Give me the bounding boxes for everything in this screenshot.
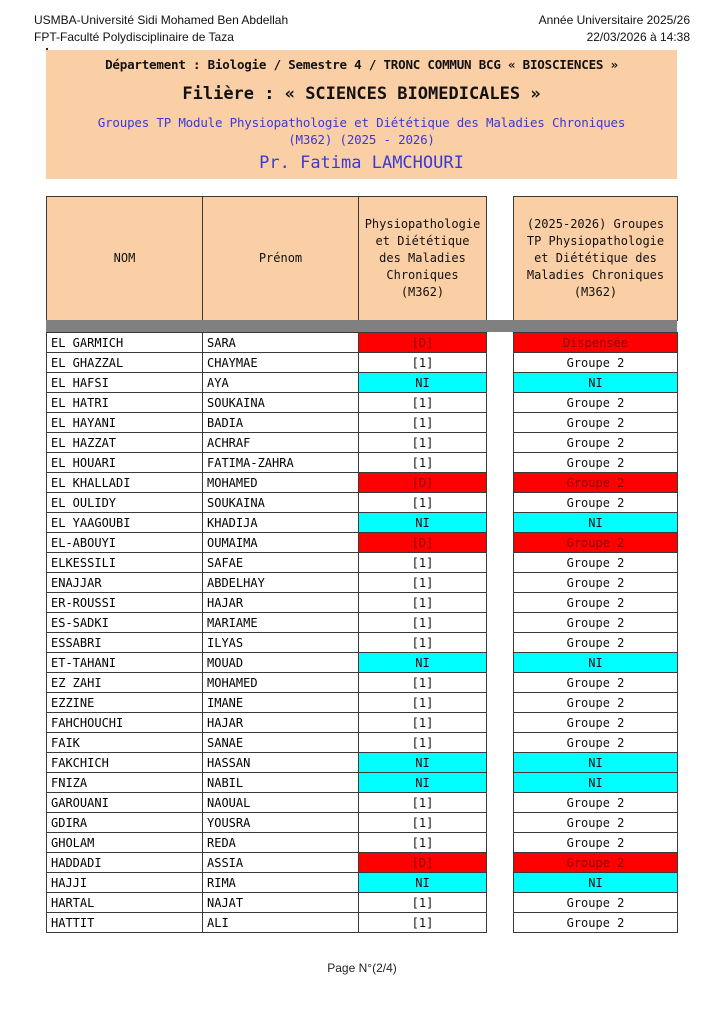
academic-year: Année Universitaire 2025/26 xyxy=(538,13,690,27)
group-row xyxy=(514,593,678,613)
group-row xyxy=(514,553,678,573)
cell-module-status: [1] xyxy=(359,433,487,453)
cell-nom: HADDADI xyxy=(47,853,203,873)
group-row xyxy=(514,853,678,873)
group-row xyxy=(514,333,678,353)
cell-groupe: Groupe 2 xyxy=(514,413,678,433)
cell-prenom: ASSIA xyxy=(203,853,359,873)
group-row xyxy=(514,433,678,453)
group-row xyxy=(514,693,678,713)
cell-module-status: [1] xyxy=(359,493,487,513)
cell-prenom: RIMA xyxy=(203,873,359,893)
table-row xyxy=(47,353,487,373)
cell-module-status: NI xyxy=(359,513,487,533)
cell-groupe: NI xyxy=(514,873,678,893)
date-header xyxy=(539,12,690,46)
table-row xyxy=(47,793,487,813)
cell-module-status: [1] xyxy=(359,813,487,833)
table-row xyxy=(47,813,487,833)
cell-nom: EZZINE xyxy=(47,693,203,713)
table-row xyxy=(47,713,487,733)
table-row xyxy=(47,393,487,413)
cell-groupe: Groupe 2 xyxy=(514,633,678,653)
table-row xyxy=(47,853,487,873)
cell-nom: ESSABRI xyxy=(47,633,203,653)
professor-name: Pr. Fatima LAMCHOURI xyxy=(259,153,464,173)
group-row xyxy=(514,673,678,693)
cell-groupe: NI xyxy=(514,653,678,673)
group-row xyxy=(514,353,678,373)
cell-module-status: [1] xyxy=(359,713,487,733)
filiere-title: Filière : « SCIENCES BIOMEDICALES » xyxy=(182,84,541,104)
group-row xyxy=(514,613,678,633)
cell-groupe: Groupe 2 xyxy=(514,473,678,493)
university-name: USMBA-Université Sidi Mohamed Ben Abdellah xyxy=(34,13,289,27)
cell-prenom: ABDELHAY xyxy=(203,573,359,593)
cell-module-status: [1] xyxy=(359,453,487,473)
group-row xyxy=(514,373,678,393)
cell-prenom: REDA xyxy=(203,833,359,853)
group-row xyxy=(514,473,678,493)
cell-module-status: NI xyxy=(359,753,487,773)
cell-groupe: Groupe 2 xyxy=(514,533,678,553)
table-row xyxy=(47,513,487,533)
cell-groupe: Groupe 2 xyxy=(514,453,678,473)
cell-module-status: [D] xyxy=(359,533,487,553)
table-row xyxy=(47,413,487,433)
cell-groupe: NI xyxy=(514,773,678,793)
group-row xyxy=(514,893,678,913)
module-title-line-1: Groupes TP Module Physiopathologie et Diététique des Maladies Chroniques xyxy=(97,115,626,130)
cell-prenom: NABIL xyxy=(203,773,359,793)
cell-prenom: NAJAT xyxy=(203,893,359,913)
table-row xyxy=(47,533,487,553)
cell-module-status: [1] xyxy=(359,413,487,433)
column-header-groupe: (2025-2026) Groupes TP Physiopathologie et Diététique des Maladies Chroniques (M362) xyxy=(514,197,678,321)
table-row xyxy=(47,913,487,933)
students-body xyxy=(46,332,487,933)
group-row xyxy=(514,633,678,653)
cell-groupe: Groupe 2 xyxy=(514,613,678,633)
cell-prenom: YOUSRA xyxy=(203,813,359,833)
table-row xyxy=(47,553,487,573)
cell-module-status: [1] xyxy=(359,833,487,853)
table-row xyxy=(47,593,487,613)
table-row xyxy=(47,433,487,453)
table-row xyxy=(47,633,487,653)
cell-prenom: KHADIJA xyxy=(203,513,359,533)
group-row xyxy=(514,453,678,473)
cell-module-status: [1] xyxy=(359,733,487,753)
cell-groupe: Groupe 2 xyxy=(514,713,678,733)
cell-prenom: MARIAME xyxy=(203,613,359,633)
group-row xyxy=(514,873,678,893)
table-row xyxy=(47,373,487,393)
column-header-nom: NOM xyxy=(47,197,203,321)
cell-nom: ER-ROUSSI xyxy=(47,593,203,613)
cell-nom: EL HOUARI xyxy=(47,453,203,473)
cell-module-status: NI xyxy=(359,653,487,673)
groups-header-row xyxy=(514,197,678,321)
department-line: Département : Biologie / Semestre 4 / TRONC COMMUN BCG « BIOSCIENCES » xyxy=(105,57,618,72)
group-row xyxy=(514,573,678,593)
cell-module-status: [D] xyxy=(359,333,487,353)
group-row xyxy=(514,813,678,833)
table-row xyxy=(47,653,487,673)
cell-prenom: SAFAE xyxy=(203,553,359,573)
cell-nom: ET-TAHANI xyxy=(47,653,203,673)
cell-module-status: NI xyxy=(359,373,487,393)
cell-nom: FNIZA xyxy=(47,773,203,793)
cell-groupe: Groupe 2 xyxy=(514,813,678,833)
cell-groupe: Dispensée xyxy=(514,333,678,353)
group-row xyxy=(514,793,678,813)
cell-nom: ELKESSILI xyxy=(47,553,203,573)
cell-prenom: ACHRAF xyxy=(203,433,359,453)
cell-nom: FAKCHICH xyxy=(47,753,203,773)
cell-groupe: Groupe 2 xyxy=(514,893,678,913)
cell-nom: HARTAL xyxy=(47,893,203,913)
cell-groupe: Groupe 2 xyxy=(514,793,678,813)
group-row xyxy=(514,513,678,533)
cell-prenom: SARA xyxy=(203,333,359,353)
cell-prenom: OUMAIMA xyxy=(203,533,359,553)
column-header-module: Physiopathologie et Diététique des Maladies Chroniques (M362) xyxy=(359,197,487,321)
cell-module-status: [D] xyxy=(359,473,487,493)
cell-prenom: IMANE xyxy=(203,693,359,713)
cell-groupe: NI xyxy=(514,373,678,393)
cell-nom: GAROUANI xyxy=(47,793,203,813)
cell-nom: EL KHALLADI xyxy=(47,473,203,493)
cell-module-status: NI xyxy=(359,873,487,893)
group-row xyxy=(514,833,678,853)
cell-nom: HATTIT xyxy=(47,913,203,933)
cell-nom: EL-ABOUYI xyxy=(47,533,203,553)
cell-groupe: Groupe 2 xyxy=(514,833,678,853)
cell-prenom: SOUKAINA xyxy=(203,393,359,413)
column-header-prenom: Prénom xyxy=(203,197,359,321)
cell-nom: EZ ZAHI xyxy=(47,673,203,693)
cell-groupe: NI xyxy=(514,513,678,533)
table-row xyxy=(47,453,487,473)
table-row xyxy=(47,333,487,353)
faculty-name: FPT-Faculté Polydisciplinaire de Taza xyxy=(34,30,234,44)
cell-groupe: Groupe 2 xyxy=(514,593,678,613)
group-row xyxy=(514,713,678,733)
cell-module-status: [1] xyxy=(359,593,487,613)
table-row xyxy=(47,773,487,793)
cell-groupe: Groupe 2 xyxy=(514,553,678,573)
cell-nom: EL HAFSI xyxy=(47,373,203,393)
cell-prenom: ILYAS xyxy=(203,633,359,653)
group-row xyxy=(514,913,678,933)
header-separator-bar xyxy=(46,320,677,332)
group-row xyxy=(514,733,678,753)
cell-groupe: Groupe 2 xyxy=(514,573,678,593)
table-row xyxy=(47,573,487,593)
cell-prenom: NAOUAL xyxy=(203,793,359,813)
cell-prenom: AYA xyxy=(203,373,359,393)
group-row xyxy=(514,533,678,553)
groups-body xyxy=(513,332,678,933)
cell-prenom: HASSAN xyxy=(203,753,359,773)
module-title xyxy=(46,114,677,148)
cell-prenom: ALI xyxy=(203,913,359,933)
cell-groupe: Groupe 2 xyxy=(514,493,678,513)
table-row xyxy=(47,613,487,633)
cell-nom: FAHCHOUCHI xyxy=(47,713,203,733)
cell-module-status: [1] xyxy=(359,673,487,693)
cell-prenom: CHAYMAE xyxy=(203,353,359,373)
institution-header xyxy=(34,12,288,46)
page-number: Page N°(2/4) xyxy=(327,961,397,975)
cell-groupe: Groupe 2 xyxy=(514,693,678,713)
cell-nom: EL HATRI xyxy=(47,393,203,413)
cell-module-status: [1] xyxy=(359,573,487,593)
print-timestamp: 22/03/2026 à 14:38 xyxy=(586,30,690,44)
cell-prenom: SOUKAINA xyxy=(203,493,359,513)
cell-module-status: [1] xyxy=(359,633,487,653)
cell-groupe: Groupe 2 xyxy=(514,733,678,753)
cell-nom: HAJJI xyxy=(47,873,203,893)
cell-prenom: MOUAD xyxy=(203,653,359,673)
table-row xyxy=(47,693,487,713)
cell-module-status: [1] xyxy=(359,913,487,933)
group-row xyxy=(514,493,678,513)
cell-groupe: Groupe 2 xyxy=(514,853,678,873)
cell-groupe: NI xyxy=(514,753,678,773)
table-row xyxy=(47,473,487,493)
table-row xyxy=(47,833,487,853)
cell-nom: EL HAYANI xyxy=(47,413,203,433)
cell-prenom: HAJAR xyxy=(203,713,359,733)
table-row xyxy=(47,673,487,693)
students-table xyxy=(46,196,487,321)
cell-module-status: [1] xyxy=(359,553,487,573)
cell-prenom: MOHAMED xyxy=(203,473,359,493)
cell-prenom: MOHAMED xyxy=(203,673,359,693)
cell-groupe: Groupe 2 xyxy=(514,913,678,933)
cell-prenom: SANAE xyxy=(203,733,359,753)
module-title-line-2: (M362) (2025 - 2026) xyxy=(288,132,435,147)
cell-module-status: [1] xyxy=(359,393,487,413)
table-row xyxy=(47,873,487,893)
cell-nom: EL YAAGOUBI xyxy=(47,513,203,533)
cell-module-status: [1] xyxy=(359,353,487,373)
table-row xyxy=(47,753,487,773)
table-row xyxy=(47,493,487,513)
cell-groupe: Groupe 2 xyxy=(514,353,678,373)
cell-groupe: Groupe 2 xyxy=(514,393,678,413)
cell-module-status: [1] xyxy=(359,793,487,813)
cell-nom: EL HAZZAT xyxy=(47,433,203,453)
table-row xyxy=(47,733,487,753)
title-banner xyxy=(46,50,677,179)
cell-module-status: NI xyxy=(359,773,487,793)
group-row xyxy=(514,393,678,413)
group-row xyxy=(514,653,678,673)
cell-prenom: BADIA xyxy=(203,413,359,433)
cell-groupe: Groupe 2 xyxy=(514,433,678,453)
cell-module-status: [1] xyxy=(359,893,487,913)
cell-module-status: [D] xyxy=(359,853,487,873)
cell-nom: FAIK xyxy=(47,733,203,753)
cell-nom: EL GHAZZAL xyxy=(47,353,203,373)
group-row xyxy=(514,413,678,433)
group-row xyxy=(514,753,678,773)
table-row xyxy=(47,893,487,913)
cell-module-status: [1] xyxy=(359,693,487,713)
cell-nom: ES-SADKI xyxy=(47,613,203,633)
cell-nom: EL OULIDY xyxy=(47,493,203,513)
cell-nom: GDIRA xyxy=(47,813,203,833)
table-header-row xyxy=(47,197,487,321)
cell-nom: ENAJJAR xyxy=(47,573,203,593)
cell-nom: GHOLAM xyxy=(47,833,203,853)
cell-nom: EL GARMICH xyxy=(47,333,203,353)
cell-prenom: FATIMA-ZAHRA xyxy=(203,453,359,473)
cell-prenom: HAJAR xyxy=(203,593,359,613)
group-row xyxy=(514,773,678,793)
groups-table xyxy=(513,196,678,321)
cell-groupe: Groupe 2 xyxy=(514,673,678,693)
cell-module-status: [1] xyxy=(359,613,487,633)
